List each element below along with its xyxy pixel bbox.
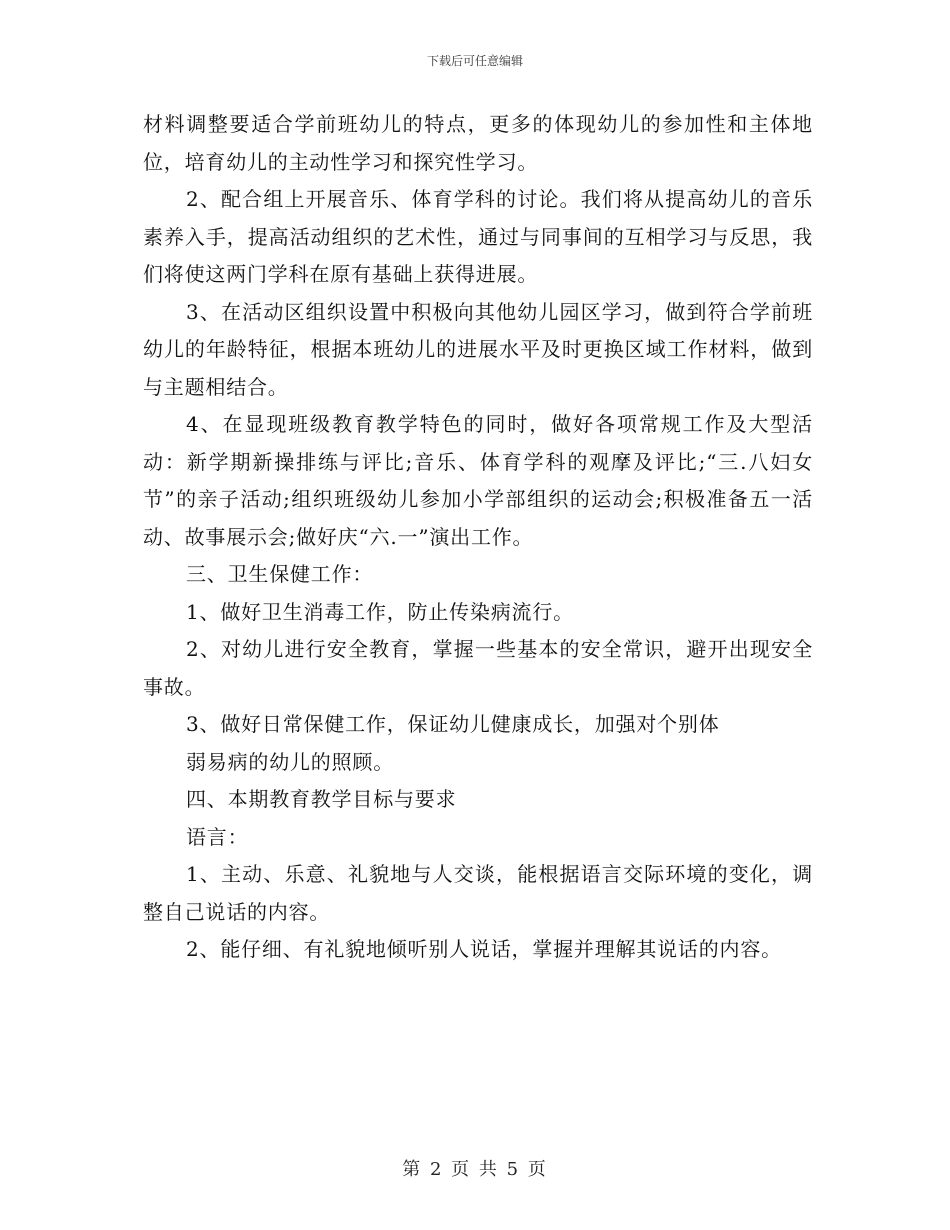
paragraph-health-item-2: 2、对幼儿进行安全教育，掌握一些基本的安全常识，避开出现安全事故。 bbox=[143, 637, 813, 699]
paragraph-language-item-2: 2、能仔细、有礼貌地倾听别人说话，掌握并理解其说话的内容。 bbox=[186, 937, 782, 961]
page-header-note: 下载后可任意编辑 bbox=[426, 54, 523, 68]
paragraph-item-3-activity-area: 3、在活动区组织设置中积极向其他幼儿园区学习，做到符合学前班幼儿的年龄特征，根据本班幼儿的进展水平及时更换区域工作材料，做到与主题相结合。 bbox=[143, 299, 813, 399]
section-heading-goals: 四、本期教育教学目标与要求 bbox=[186, 787, 457, 811]
paragraph-item-2-music-sports: 2、配合组上开展音乐、体育学科的讨论。我们将从提高幼儿的音乐素养入手，提高活动组织的艺术性，通过与同事间的互相学习与反思，我们将使这两门学科在原有基础上获得进展。 bbox=[143, 187, 813, 286]
paragraph-health-item-3-line2: 弱易病的幼儿的照顾。 bbox=[186, 749, 394, 774]
page-number-footer: 第 2 页 共 5 页 bbox=[402, 1159, 548, 1180]
paragraph-health-item-1: 1、做好卫生消毒工作，防止传染病流行。 bbox=[186, 599, 574, 624]
paragraph-health-item-3-line1: 3、做好日常保健工作，保证幼儿健康成长，加强对个别体 bbox=[186, 712, 720, 736]
section-heading-health: 三、卫生保健工作： bbox=[186, 562, 374, 586]
subheading-language: 语言： bbox=[186, 824, 249, 849]
paragraph-language-item-1: 1、主动、乐意、礼貌地与人交谈，能根据语言交际环境的变化，调整自己说话的内容。 bbox=[143, 862, 813, 924]
document-body bbox=[143, 106, 813, 969]
paragraph-materials: 材料调整要适合学前班幼儿的特点，更多的体现幼儿的参加性和主体地位，培育幼儿的主动性学习和探究性学习。 bbox=[143, 112, 813, 174]
paragraph-item-4-activities: 4、在显现班级教育教学特色的同时，做好各项常规工作及大型活动：新学期新操排练与评比;音乐、体育学科的观摩及评比;“三.八妇女节”的亲子活动;组织班级幼儿参加小学部组织的运动会;积极准备五一活动、故事展示会;做好庆“六.一”演出工作。 bbox=[143, 412, 813, 549]
